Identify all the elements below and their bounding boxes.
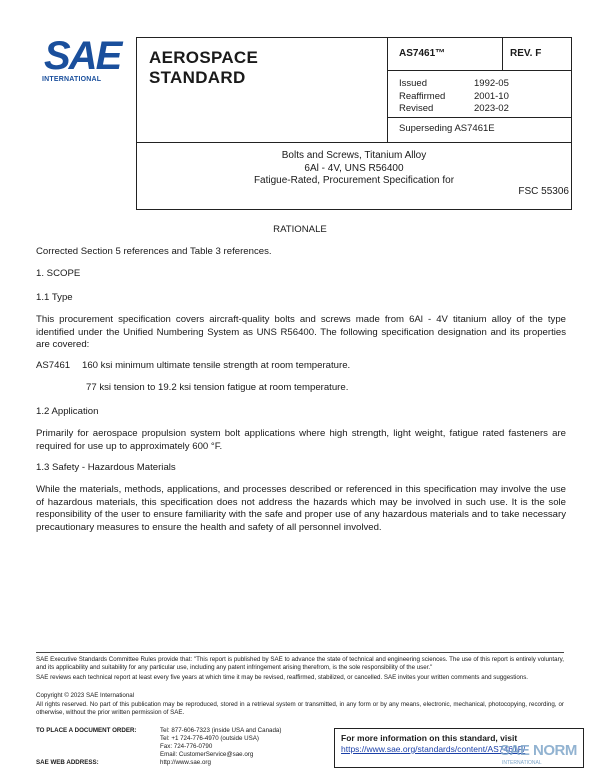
info-text: For more information on this standard, visit (341, 733, 518, 743)
web-address[interactable]: http://www.sae.org (160, 759, 211, 766)
designation-property: 160 ksi minimum ultimate tensile strength at room temperature. (82, 360, 351, 371)
header-divider (136, 142, 572, 143)
type-paragraph: This procurement specification covers aircraft-quality bolts and screws made from 6Al - 4V titanium alloy of the type identified under the Unified Numbering System as UNS R56400. The following specification designation and its properties are covered: (36, 314, 566, 350)
header-divider (502, 37, 503, 70)
application-paragraph: Primarily for aerospace propulsion system bolt applications where high strength, light weight, fatigue rated fasteners are required for use up to approximately 600 °F. (36, 428, 566, 452)
document-type: AEROSPACE STANDARD (149, 48, 259, 87)
footer-rules-text: SAE Executive Standards Committee Rules provide that: "This report is published by SAE to advance the state of technical and engineering sciences. The use of this report is entirely voluntary, and its applicability and suitability for any particular use, including any patent infringement arising therefrom, is the sole responsibility of the user." (36, 656, 564, 671)
document-number: AS7461™ (399, 48, 446, 59)
revision: REV. F (510, 48, 542, 59)
rationale-text: Corrected Section 5 references and Table 3 references. (36, 246, 272, 257)
order-label: TO PLACE A DOCUMENT ORDER: (36, 727, 137, 734)
footer-copyright: Copyright © 2023 SAE International (36, 692, 135, 699)
section-safety: 1.3 Safety - Hazardous Materials (36, 462, 176, 473)
document-subject: Bolts and Screws, Titanium Alloy 6Al - 4V, UNS R56400 Fatigue-Rated, Procurement Specification for (253, 150, 455, 186)
watermark-subtitle: INTERNATIONAL (502, 760, 542, 766)
web-label: SAE WEB ADDRESS: (36, 759, 99, 766)
sae-logo: SAE (44, 34, 121, 78)
superseding: Superseding AS7461E (399, 123, 495, 134)
safety-paragraph: While the materials, methods, applications, and processes described or referenced in this specification may involve the use of hazardous materials, this specification does not address the hazards which may be involved in such use. It is the sole responsibility of the user to ensure familiarity with the safe and proper use of any hazardous materials and to take necessary precautionary measures to ensure the health and safety of all personnel involved. (36, 484, 566, 533)
header-divider (387, 117, 572, 118)
section-scope: 1. SCOPE (36, 268, 81, 279)
date-values: 1992-05 2001-10 2023-02 (474, 78, 509, 114)
fsc-code: FSC 55306 (518, 186, 569, 197)
section-application: 1.2 Application (36, 406, 99, 417)
standard-link[interactable]: https://www.sae.org/standards/content/AS7461F/ (341, 744, 526, 754)
designation-property: 77 ksi tension to 19.2 ksi tension fatigue at room temperature. (86, 382, 349, 393)
rationale-heading: RATIONALE (273, 224, 327, 235)
footer-rights-text: All rights reserved. No part of this publication may be reproduced, stored in a retrieval system or transmitted, in any form or by any means, electronic, mechanical, photocopying, recording, or otherwise, without the prior written permission of SAE. (36, 701, 564, 716)
sae-logo-subtitle: INTERNATIONAL (42, 76, 102, 83)
footer-review-text: SAE reviews each technical report at least every five years at which time it may be revised, reaffirmed, stabilized, or cancelled. SAE invites your written comments and suggestions. (36, 674, 529, 681)
designation: AS7461 (36, 360, 71, 371)
watermark: SAE NORM (500, 742, 577, 759)
header-divider (387, 70, 572, 71)
section-type: 1.1 Type (36, 292, 73, 303)
header-divider (387, 37, 388, 142)
order-contacts: Tel: 877-606-7323 (inside USA and Canada) Tel: +1 724-776-4970 (outside USA) Fax: 724-776-0790 Email: CustomerService@sae.org (160, 727, 282, 758)
footer-rule (36, 652, 564, 653)
date-labels: Issued Reaffirmed Revised (399, 78, 446, 114)
